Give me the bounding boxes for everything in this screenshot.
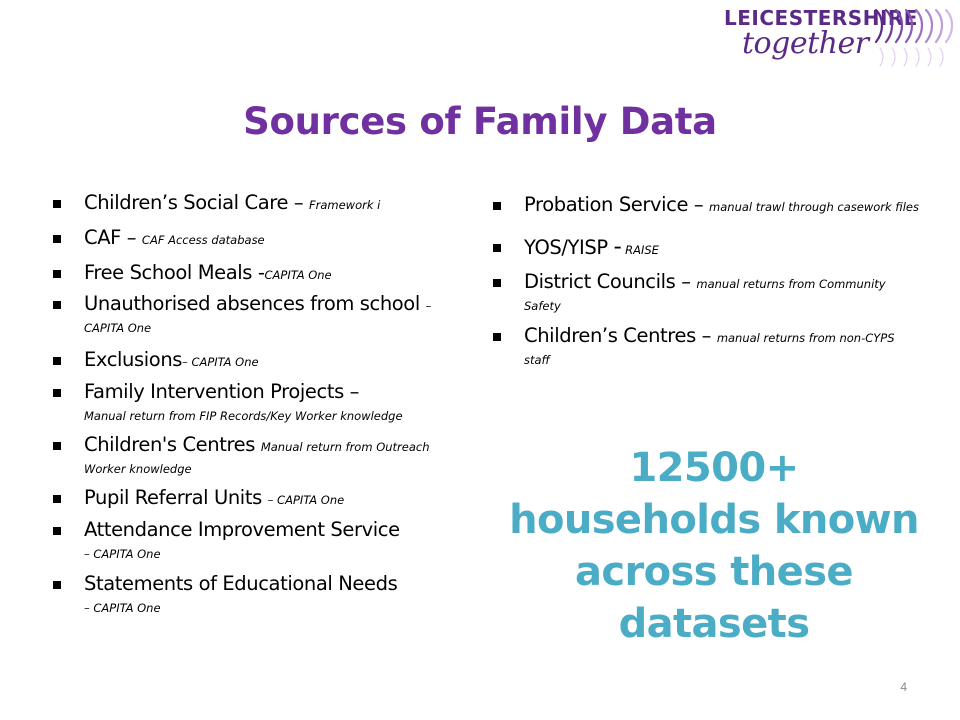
square-bullet-icon [53, 200, 61, 208]
slide-title: Sources of Family Data [243, 100, 717, 143]
list-item-statements-educational-needs: Statements of Educational Needs – CAPITA One [50, 573, 460, 617]
callout-line-4: datasets [618, 601, 810, 647]
list-item-pupil-referral-units: Pupil Referral Units – CAPITA One [50, 487, 460, 509]
left-source-list [50, 192, 460, 617]
square-bullet-icon [53, 442, 61, 450]
square-bullet-icon [53, 581, 61, 589]
list-item-district-councils: District Councils – manual returns from Community Safety [490, 271, 920, 315]
square-bullet-icon [493, 202, 501, 210]
list-item-caf: CAF – CAF Access database [50, 227, 460, 249]
page-number: 4 [900, 680, 907, 694]
square-bullet-icon [493, 333, 501, 341]
list-item-probation-service: Probation Service – manual trawl through casework files [490, 194, 920, 216]
list-item-childrens-centres: Children's Centres Manual return from Outreach Worker knowledge [50, 434, 460, 478]
square-bullet-icon [53, 389, 61, 397]
logo-swirl-graphic [870, 4, 960, 70]
square-bullet-icon [53, 270, 61, 278]
list-item-childrens-centres-right: Children’s Centres – manual returns from non-CYPS staff [490, 325, 920, 369]
square-bullet-icon [493, 244, 501, 252]
logo-text-together: together [742, 26, 869, 61]
list-item-childrens-social-care: Children’s Social Care – Framework i [50, 192, 460, 214]
list-item-family-intervention-projects: Family Intervention Projects – Manual return from FIP Records/Key Worker knowledge [50, 381, 460, 425]
list-item-unauthorised-absences: Unauthorised absences from school – CAPITA One [50, 293, 460, 337]
leicestershire-together-logo [724, 4, 960, 70]
callout-line-3: across these [575, 549, 853, 595]
callout-line-2: households known [509, 497, 919, 543]
list-item-attendance-improvement-service: Attendance Improvement Service – CAPITA One [50, 519, 460, 563]
square-bullet-icon [53, 301, 61, 309]
list-item-exclusions: Exclusions– CAPITA One [50, 349, 460, 371]
households-known-callout [484, 442, 944, 650]
households-count: 12500+ [629, 445, 799, 491]
square-bullet-icon [53, 495, 61, 503]
square-bullet-icon [53, 235, 61, 243]
square-bullet-icon [493, 279, 501, 287]
right-source-list [490, 194, 920, 369]
square-bullet-icon [53, 357, 61, 365]
logo-text-leicestershire: LEICESTERSHIRE [724, 6, 918, 30]
list-item-free-school-meals: Free School Meals -CAPITA One [50, 262, 460, 284]
square-bullet-icon [53, 527, 61, 535]
list-item-yos-yisp: YOS/YISP - RAISE [490, 236, 920, 259]
